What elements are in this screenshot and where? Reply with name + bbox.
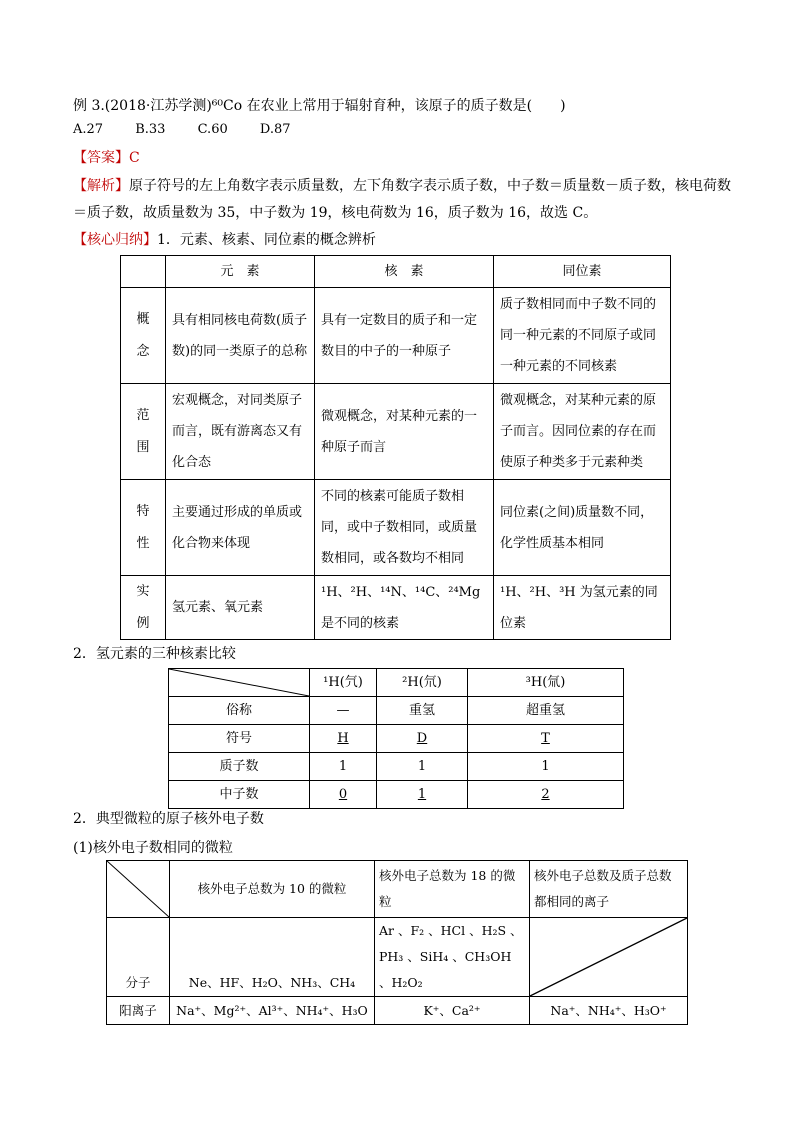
table3-cell: Na⁺、Mg²⁺、Al³⁺、NH₄⁺、H₃O	[170, 997, 375, 1025]
electron-count-table	[106, 860, 688, 1025]
table1-cell: 宏观概念，对同类原子而言，既有游离态又有化合态	[166, 384, 315, 480]
table2-row-label: 俗称	[169, 697, 310, 725]
answer-label: 【答案】	[73, 150, 129, 166]
table3-row-label: 阳离子	[107, 997, 170, 1025]
table2-cell: —	[310, 697, 377, 725]
table2-cell: D	[377, 725, 468, 753]
table1-cell: ¹H、²H、¹⁴N、¹⁴C、²⁴Mg 是不同的核素	[315, 576, 494, 640]
table2-cell: 1	[310, 753, 377, 781]
analysis-label: 【解析】	[73, 178, 129, 194]
concept-table	[120, 255, 671, 640]
table2-corner	[169, 669, 310, 697]
table1-row-label: 概 念	[121, 288, 166, 384]
table2-cell: T	[468, 725, 624, 753]
table1-corner	[121, 256, 166, 288]
analysis	[73, 173, 733, 227]
core-summary	[73, 229, 376, 249]
diagonal-line	[169, 669, 309, 696]
table1-header: 核 素	[315, 256, 494, 288]
section3-title: 2．典型微粒的原子核外电子数	[73, 811, 264, 827]
table2-cell: 2	[468, 781, 624, 809]
question-text: 例 3.(2018·江苏学测)⁶⁰Co 在农业上常用于辐射育种，该原子的质子数是( )	[73, 98, 566, 114]
table1-cell: 微观概念，对某种元素的原子而言。因同位素的存在而使原子种类多于元素种类	[494, 384, 671, 480]
table2-row-label: 符号	[169, 725, 310, 753]
table3-header: 核外电子总数及质子总数都相同的离子	[530, 861, 688, 918]
analysis-text: 原子符号的左上角数字表示质量数，左下角数字表示质子数，中子数＝质量数－质子数，核电荷数＝质子数，故质量数为 35，中子数为 19，核电荷数为 16，质子数为 16，故选 C。	[73, 178, 731, 221]
diagonal-line	[530, 918, 687, 996]
table3-header: 核外电子总数为 10 的微粒	[170, 861, 375, 918]
core-text: 1．元素、核素、同位素的概念辨析	[157, 232, 376, 248]
table1-row-label: 实 例	[121, 576, 166, 640]
table1-row-label: 特 性	[121, 480, 166, 576]
table2-header: ¹H(氕)	[310, 669, 377, 697]
table2-cell: 1	[377, 753, 468, 781]
answer-value: C	[129, 150, 140, 166]
table2-header: ²H(氘)	[377, 669, 468, 697]
diagonal-line	[107, 861, 169, 917]
table2-row-label: 质子数	[169, 753, 310, 781]
table2-row-label: 中子数	[169, 781, 310, 809]
table1-header: 元 素	[166, 256, 315, 288]
answer	[73, 147, 140, 167]
table3-row-label: 分子	[107, 918, 170, 997]
option-d: D.87	[259, 122, 291, 137]
table2-header: ³H(氚)	[468, 669, 624, 697]
table1-cell: 不同的核素可能质子数相同，或中子数相同，或质量数相同，或各数均不相同	[315, 480, 494, 576]
section4-title: (1)核外电子数相同的微粒	[73, 840, 233, 856]
table1-cell: 主要通过形成的单质或化合物来体现	[166, 480, 315, 576]
table3-cell: Ar 、F₂ 、HCl 、H₂S 、PH₃ 、SiH₄ 、CH₃OH 、H₂O₂	[375, 918, 530, 997]
table2-cell: 1	[468, 753, 624, 781]
table2-cell: 重氢	[377, 697, 468, 725]
table3-cell: Ne、HF、H₂O、NH₃、CH₄	[170, 918, 375, 997]
core-label: 【核心归纳】	[73, 232, 157, 248]
table1-cell: 氢元素、氧元素	[166, 576, 315, 640]
table3-header: 核外电子总数为 18 的微粒	[375, 861, 530, 918]
option-a: A.27	[73, 122, 104, 137]
table1-cell: 质子数相同而中子数不同的同一种元素的不同原子或同一种元素的不同核素	[494, 288, 671, 384]
table3-empty-cell	[530, 918, 688, 997]
option-c: C.60	[197, 122, 228, 137]
table2-cell: 超重氢	[468, 697, 624, 725]
options	[73, 122, 319, 137]
section2-title: 2．氢元素的三种核素比较	[73, 646, 236, 662]
table2-cell: H	[310, 725, 377, 753]
table3-cell: Na⁺、NH₄⁺、H₃O⁺	[530, 997, 688, 1025]
table1-header: 同位素	[494, 256, 671, 288]
table2-cell: 1	[377, 781, 468, 809]
table1-cell: 具有一定数目的质子和一定数目的中子的一种原子	[315, 288, 494, 384]
option-b: B.33	[135, 122, 166, 137]
table1-row-label: 范 围	[121, 384, 166, 480]
table3-cell: K⁺、Ca²⁺	[375, 997, 530, 1025]
table1-cell: 具有相同核电荷数(质子数)的同一类原子的总称	[166, 288, 315, 384]
table2-cell: 0	[310, 781, 377, 809]
table1-cell: ¹H、²H、³H 为氢元素的同位素	[494, 576, 671, 640]
hydrogen-nuclides-table	[168, 668, 624, 809]
table1-cell: 同位素(之间)质量数不同，化学性质基本相同	[494, 480, 671, 576]
table3-corner	[107, 861, 170, 918]
table1-cell: 微观概念，对某种元素的一种原子而言	[315, 384, 494, 480]
